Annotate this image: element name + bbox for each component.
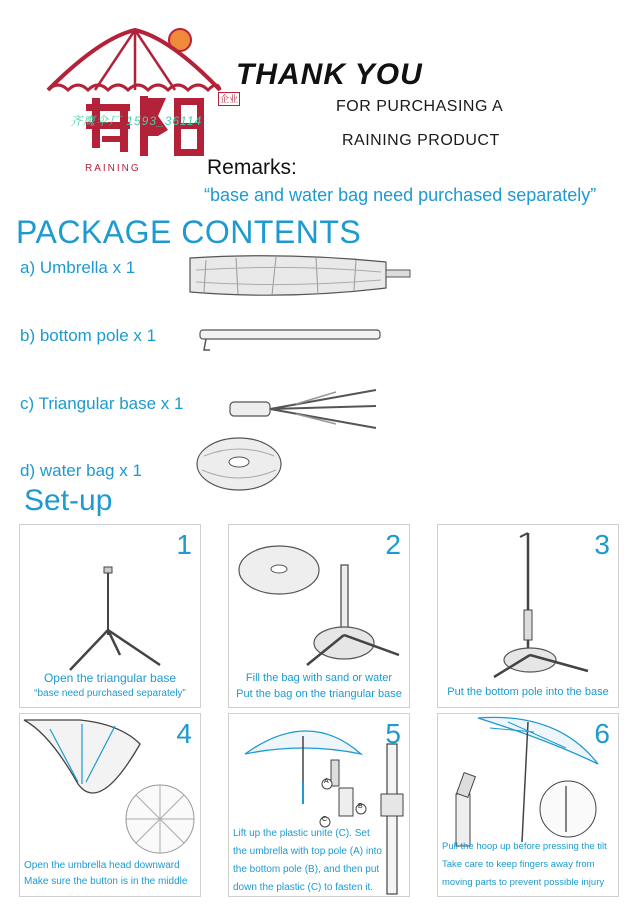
step-3-number: 3 — [594, 529, 610, 560]
step-2-number: 2 — [385, 529, 401, 560]
step-6-caption-2: Take care to keep fingers away from — [442, 859, 595, 870]
logo-tag: 企业 — [219, 94, 238, 104]
step-2-caption-1: Fill the bag with sand or water — [245, 672, 393, 684]
purchase-line-1: FOR PURCHASING A — [336, 98, 504, 115]
package-item-water-bag: d) water bag x 1 — [20, 461, 142, 480]
step-5-caption-1: Lift up the plastic unite (C). Set — [233, 828, 370, 839]
triangular-base-image — [226, 384, 386, 439]
water-bag-image — [194, 434, 284, 499]
package-contents-title: PACKAGE CONTENTS — [16, 214, 362, 250]
thank-you-heading: THANK YOU — [236, 58, 423, 91]
setup-step-6 — [437, 713, 619, 897]
step-2-caption-2: Put the bag on the triangular base — [236, 688, 402, 700]
step-1-number: 1 — [176, 529, 192, 560]
step-6-caption-1: Pull the hoop up before pressing the tilt — [442, 841, 607, 852]
package-item-umbrella: a) Umbrella x 1 — [20, 258, 136, 277]
remarks-note: “base and water bag need purchased separately” — [204, 185, 597, 205]
remarks-label: Remarks: — [207, 156, 297, 179]
step-1-caption-1: Open the triangular base — [43, 671, 177, 685]
bottom-pole-image — [196, 322, 386, 359]
logo-brand-text: RAINING — [85, 163, 141, 174]
step-1-caption-2: “base need purchased separately” — [34, 688, 186, 699]
setup-step-3 — [437, 524, 619, 708]
step-5-label-a: A — [324, 778, 329, 785]
step-6-number: 6 — [594, 718, 610, 749]
setup-step-2 — [228, 524, 410, 708]
step-5-caption-4: down the plastic (C) to fasten it. — [233, 882, 374, 893]
brand-logo — [40, 18, 230, 178]
package-item-triangular-base: c) Triangular base x 1 — [20, 394, 184, 413]
step-4-number: 4 — [176, 718, 192, 749]
purchase-line-2: RAINING PRODUCT — [342, 132, 500, 149]
step-4-caption-2: Make sure the button is in the middle — [24, 876, 188, 887]
package-item-bottom-pole: b) bottom pole x 1 — [20, 326, 157, 345]
step-4-caption-1: Open the umbrella head downward — [24, 860, 180, 871]
step-5-caption-3: the bottom pole (B), and then put — [233, 864, 380, 875]
step-3-caption-1: Put the bottom pole into the base — [447, 686, 609, 698]
setup-step-5 — [228, 713, 410, 897]
umbrella-image — [186, 250, 416, 305]
setup-step-4 — [19, 713, 201, 897]
step-5-caption-2: the umbrella with top pole (A) into — [233, 846, 382, 857]
step-6-caption-3: moving parts to prevent possible injury — [442, 877, 605, 888]
step-5-number: 5 — [385, 718, 401, 749]
step-3-illustration — [438, 525, 618, 707]
step-5-label-c: C — [322, 816, 328, 823]
watermark: 齐鹰伞厂 1593_36114 — [70, 114, 203, 128]
setup-step-1 — [19, 524, 201, 708]
step-5-label-b: B — [358, 803, 363, 810]
setup-title: Set-up — [24, 484, 113, 517]
